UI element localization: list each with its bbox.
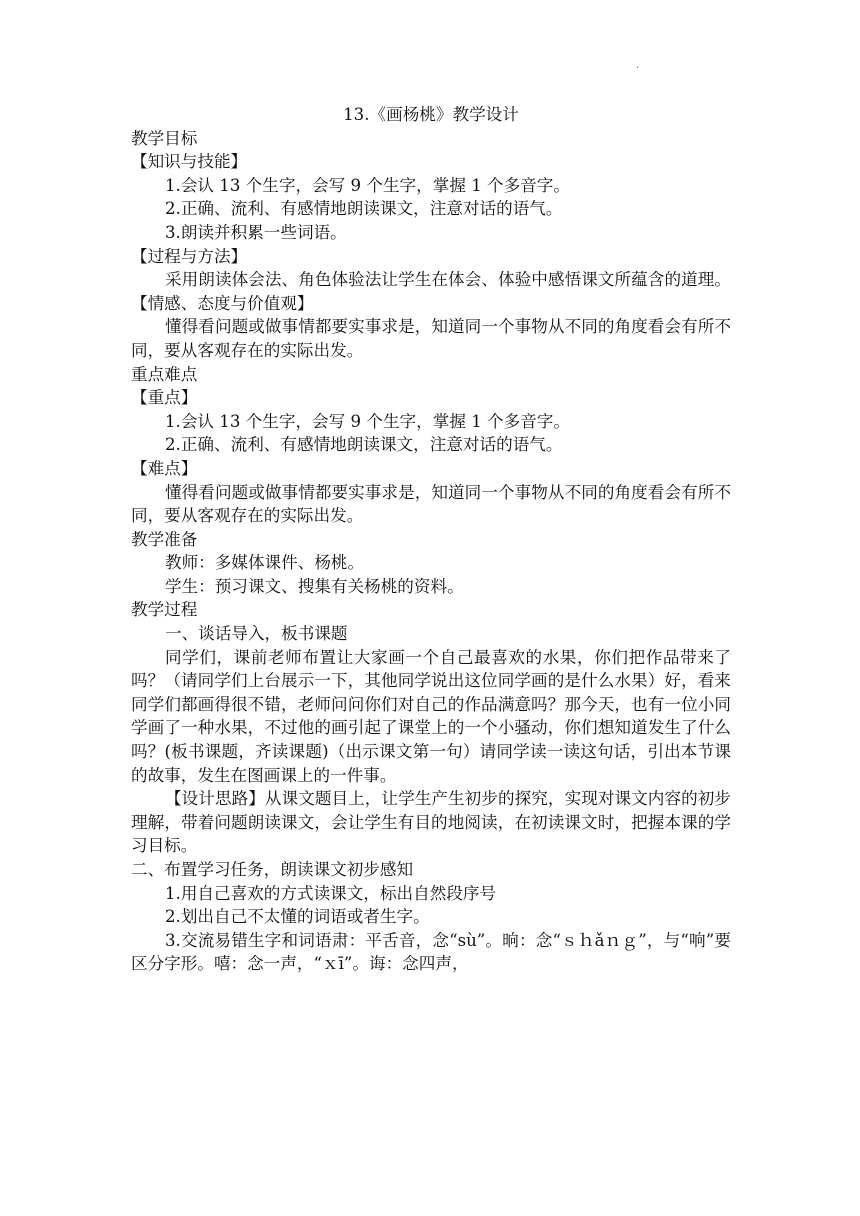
task-item-1: 1.用自己喜欢的方式读课文，标出自然段序号: [165, 883, 497, 903]
goal-item-3: 3.朗读并积累一些词语。: [165, 222, 347, 242]
key-item-2: 2.正确、流利、有感情地朗读课文，注意对话的语气。: [165, 435, 563, 455]
paragraph-methods: 采用朗读体会法、角色体验法让学生在体会、体验中感悟课文所蕴含的道理。【情感、态度与价值观】: [131, 270, 731, 313]
subheading-difficult-points: 【难点】: [131, 458, 198, 478]
header-mark: .: [636, 60, 640, 71]
paragraph-task-3: 3.交流易错生字和词语肃：平舌音，念“sù”。晌：念“ｓｈǎｎｇ”，与“响”要区分字形。嘻：念一声，“ｘī”。诲：念四声，: [131, 930, 731, 974]
heading-preparation: 教学准备: [131, 529, 198, 549]
heading-teaching-process: 教学过程: [131, 600, 198, 620]
prep-student: 学生：预习课文、搜集有关杨桃的资料。: [165, 576, 464, 596]
heading-teaching-goals: 教学目标: [131, 128, 198, 148]
goal-item-1: 1.会认 13 个生字，会写 9 个生字，掌握 1 个多音字。: [165, 175, 570, 195]
prep-teacher: 教师：多媒体课件、杨桃。: [165, 553, 365, 573]
goal-item-2: 2.正确、流利、有感情地朗读课文，注意对话的语气。: [165, 199, 563, 219]
paragraph-difficult: 懂得看问题或做事情都要实事求是，知道同一个事物从不同的角度看会有所不同，要从客观存在的实际出发。: [131, 482, 731, 526]
document-page: [131, 103, 731, 976]
heading-key-difficult: 重点难点: [131, 364, 198, 384]
step-2-heading: 二、布置学习任务，朗读课文初步感知: [131, 860, 414, 879]
paragraph-design-idea: 【设计思路】从课文题目上，让学生产生初步的探究，实现对课文内容的初步理解，带着问题朗读课文，会让学生有目的地阅读，在初读课文时，把握本课的学习目标。: [131, 789, 731, 856]
document-title: 13.《画杨桃》教学设计: [343, 105, 519, 124]
step-1-heading: 一、谈话导入，板书课题: [165, 624, 348, 644]
subheading-process-methods: 【过程与方法】: [131, 246, 248, 266]
subheading-knowledge-skills: 【知识与技能】: [131, 152, 248, 172]
paragraph-intro: 同学们，课前老师布置让大家画一个自己最喜欢的水果，你们把作品带来了吗？（请同学们上台展示一下，其他同学说出这位同学画的是什么水果）好，看来同学们都画得很不错，老师问问你们对自己的作品满意吗？那今天，也有一位小同学画了一种水果，不过他的画引起了课堂上的一个小骚动，你们想知道发生了什么吗？(板书课题，齐读课题)（出示课文第一句）请同学读一读这句话，引出本节课的故事，发生在图画课上的一件事。: [131, 647, 731, 785]
subheading-key-points: 【重点】: [131, 388, 198, 408]
paragraph-values: 懂得看问题或做事情都要实事求是，知道同一个事物从不同的角度看会有所不同，要从客观存在的实际出发。: [131, 317, 731, 360]
task-item-2: 2.划出自己不太懂的词语或者生字。: [165, 907, 430, 927]
key-item-1: 1.会认 13 个生字，会写 9 个生字，掌握 1 个多音字。: [165, 411, 570, 431]
